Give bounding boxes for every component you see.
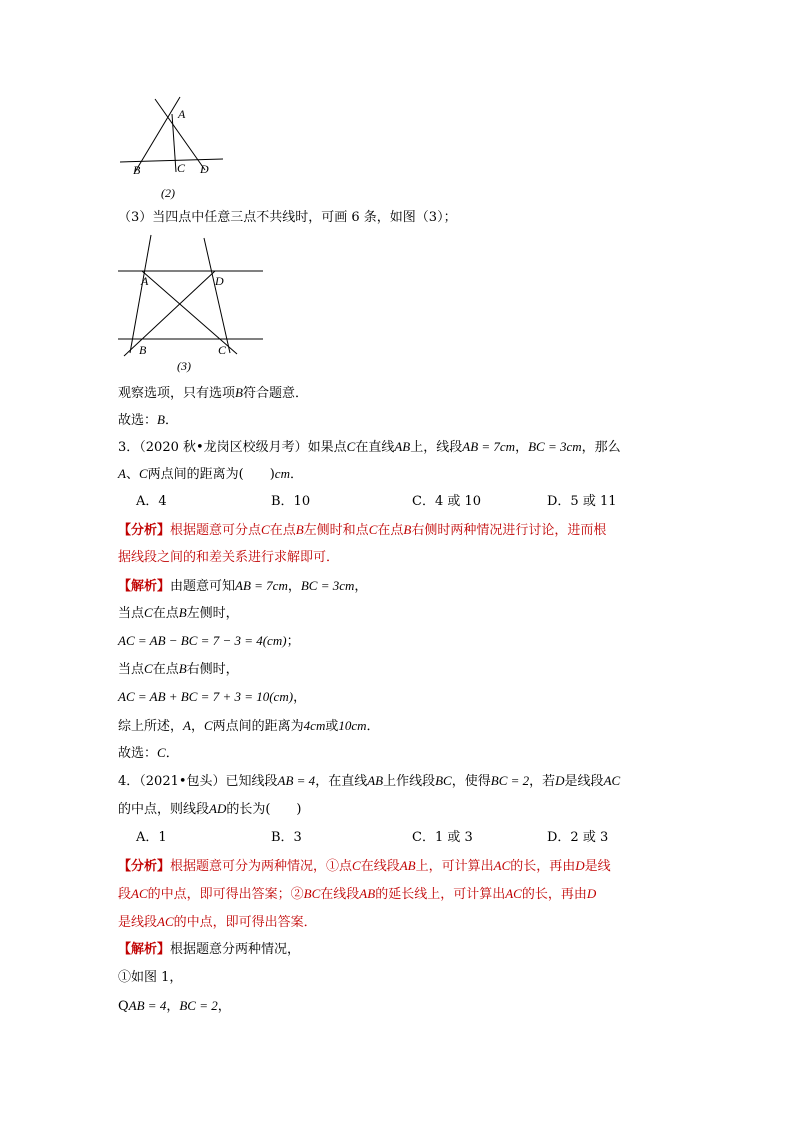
q3-analysis-line2: 据线段之间的和差关系进行求解即可． bbox=[118, 550, 340, 565]
fig2-label-b: B bbox=[133, 163, 141, 177]
q3-right-case: 当点C在点B右侧时， bbox=[118, 661, 239, 677]
q3-option-a: A．4 bbox=[136, 494, 167, 509]
fig3-label-c: C bbox=[218, 343, 227, 357]
q4-analysis-line2: 段AC的中点，即可得出答案；②BC在线段AB的延长线上，可计算出AC的长，再由D bbox=[118, 886, 597, 902]
fig2-label-d: D bbox=[200, 162, 209, 176]
q3-solution-line1: 【解析】由题意可知AB = 7cm，BC = 3cm， bbox=[118, 578, 368, 594]
q4-option-b: B．3 bbox=[271, 830, 302, 845]
q3-right-equation: AC = AB + BC = 7 + 3 = 10(cm)， bbox=[118, 689, 307, 705]
fig2-label-c: C bbox=[177, 161, 186, 175]
q4-stem-line2: 的中点，则线段AD的长为( ) bbox=[118, 801, 302, 817]
figure-2 bbox=[115, 92, 235, 204]
q3-option-b: B．10 bbox=[271, 494, 311, 509]
figure-3 bbox=[115, 233, 270, 378]
q3-option-d: D．5 或 11 bbox=[547, 494, 617, 509]
q3-stem-line1: 3．（2020 秋•龙岗区校级月考）如果点C在直线AB上，线段AB = 7cm，BC = 3cm，那么 bbox=[118, 439, 621, 455]
q4-option-c: C．1 或 3 bbox=[412, 830, 473, 845]
q3-summary: 综上所述，A，C两点间的距离为4cm或10cm． bbox=[118, 718, 380, 734]
fig3-label-a: A bbox=[141, 274, 149, 288]
q4-stem-line1: 4．（2021•包头）已知线段AB = 4，在直线AB上作线段BC，使得BC = 2，若D是线段AC bbox=[118, 773, 621, 789]
q4-given: QAB = 4，BC = 2， bbox=[118, 998, 231, 1014]
fig3-caption: (3) bbox=[177, 359, 191, 373]
q4-figure-ref: ①如图 1， bbox=[118, 970, 183, 985]
q3-analysis-line1: 【分析】根据题意可分点C在点B左侧时和点C在点B右侧时两种情况进行讨论，进而根 bbox=[118, 522, 607, 538]
case3-line bbox=[118, 208, 457, 228]
q3-answer: 故选：C． bbox=[118, 745, 179, 761]
fig3-label-d: D bbox=[215, 274, 224, 288]
fig2-caption: (2) bbox=[161, 186, 175, 200]
q3-left-case: 当点C在点B左侧时， bbox=[118, 605, 239, 621]
q4-solution-line1: 【解析】根据题意分两种情况， bbox=[118, 942, 301, 957]
q3-option-c: C．4 或 10 bbox=[412, 494, 482, 509]
q3-stem-line2: A、C两点间的距离为( )cm． bbox=[118, 466, 303, 482]
q4-option-a: A．1 bbox=[136, 830, 167, 845]
q4-option-d: D．2 或 3 bbox=[547, 830, 609, 845]
figure-3-diagram bbox=[115, 233, 270, 378]
case3-text: （3）当四点中任意三点不共线时，可画 6 条，如图（3）； bbox=[118, 210, 457, 225]
fig2-label-a: A bbox=[178, 107, 186, 121]
q4-analysis-line1: 【分析】根据题意可分为两种情况，①点C在线段AB上，可计算出AC的长，再由D是线 bbox=[118, 858, 611, 874]
figure-2-diagram bbox=[115, 92, 235, 204]
q4-analysis-line3: 是线段AC的中点，即可得出答案． bbox=[118, 914, 317, 930]
observe-line: 观察选项，只有选项B符合题意． bbox=[118, 385, 308, 401]
q3-left-equation: AC = AB − BC = 7 − 3 = 4(cm)； bbox=[118, 633, 300, 649]
fig3-label-b: B bbox=[139, 343, 147, 357]
q2-answer-line: 故选：B． bbox=[118, 412, 178, 428]
